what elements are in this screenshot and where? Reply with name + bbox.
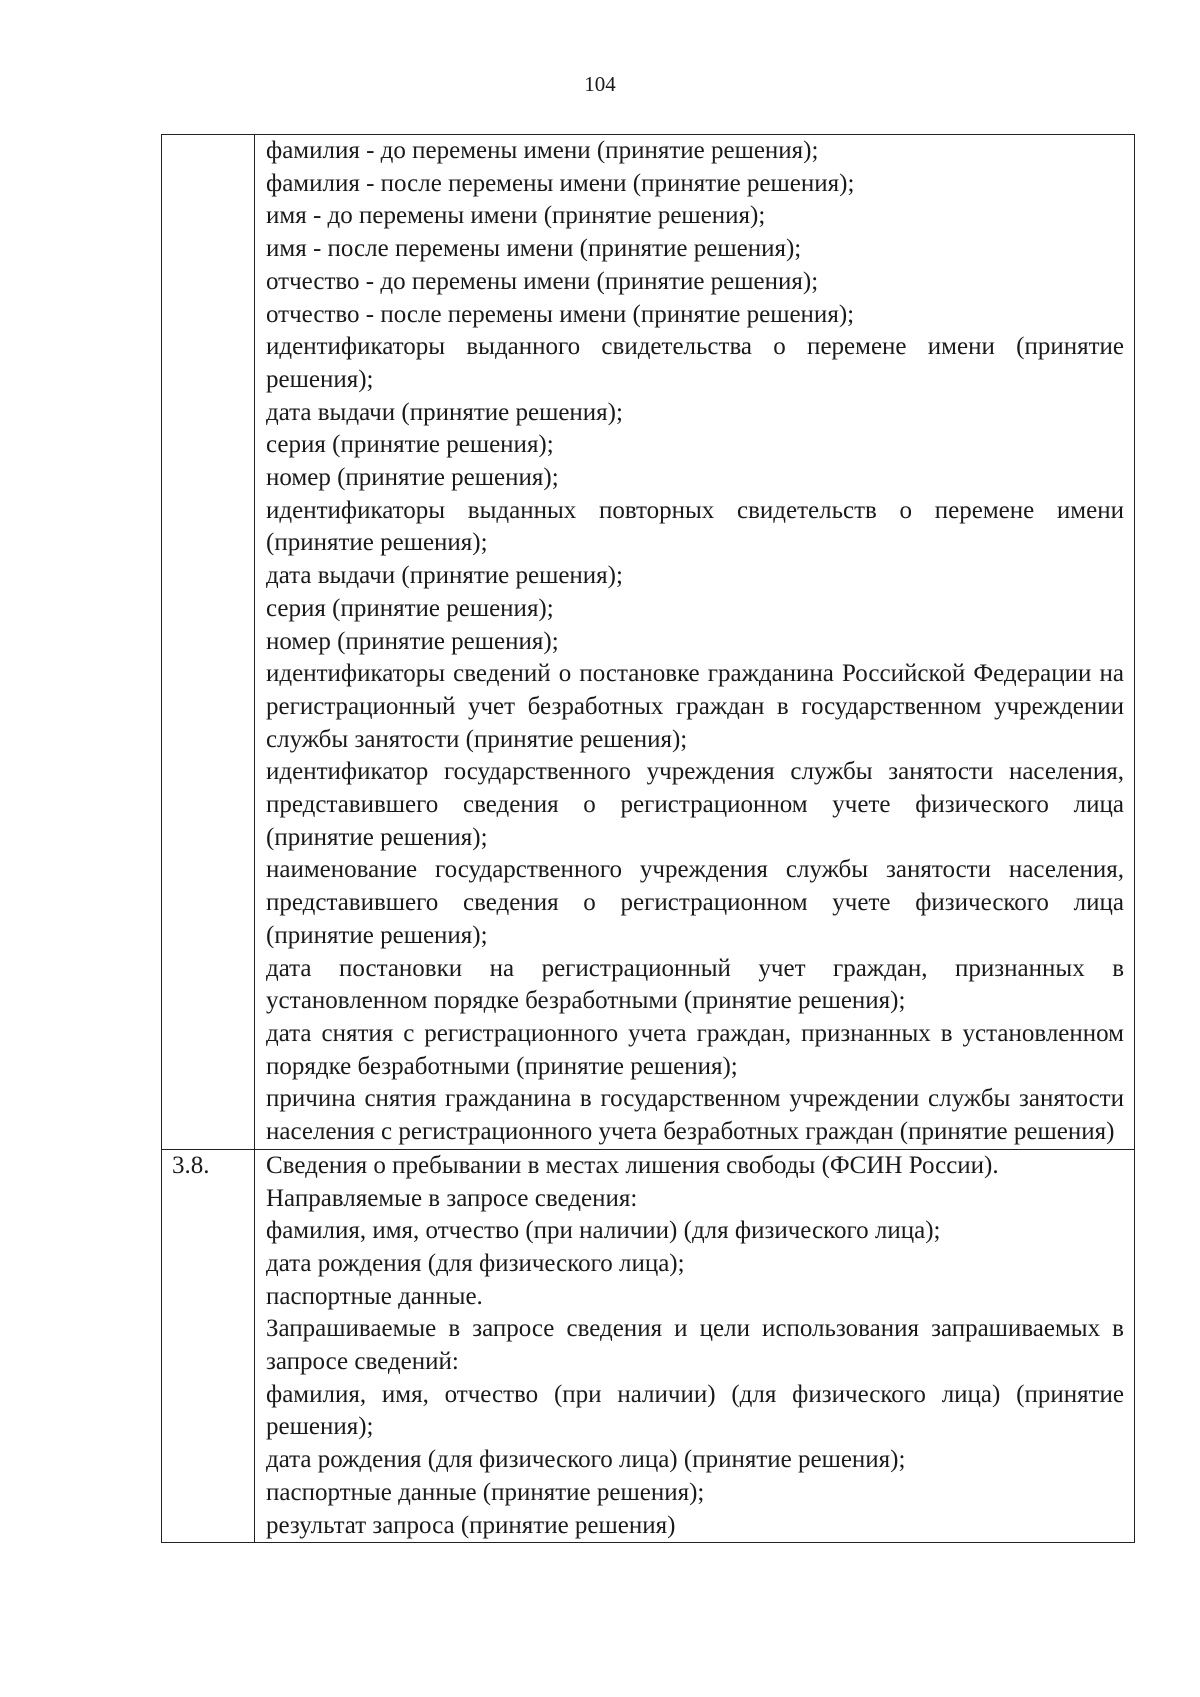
list-item: дата рождения (для физического лица); — [266, 1249, 685, 1277]
list-item: отчество - до перемены имени (принятие решения); — [266, 267, 819, 295]
list-item: дата выдачи (принятие решения); — [266, 398, 623, 426]
list-item: паспортные данные. — [266, 1282, 483, 1310]
list-item: результат запроса (принятие решения) — [266, 1511, 676, 1539]
list-item: дата выдачи (принятие решения); — [266, 562, 623, 590]
requirements-table — [161, 134, 1135, 1543]
list-item: Направляемые в запросе сведения: — [266, 1184, 638, 1212]
list-item: Запрашиваемые в запросе сведения и цели использования запрашиваемых в запросе сведений: — [266, 1315, 1124, 1376]
list-item: наименование государственного учреждения службы занятости населения, представившего сведения о регистрационном учете физического лица (принятие решения); — [266, 856, 1124, 949]
row-content-cell — [255, 1149, 1135, 1542]
list-item: причина снятия гражданина в государственном учреждении службы занятости населения с регистрационного учета безработных граждан (принятие решения) — [266, 1085, 1124, 1146]
list-item: дата рождения (для физического лица) (принятие решения); — [266, 1446, 906, 1474]
list-item: фамилия - до перемены имени (принятие решения); — [266, 137, 819, 164]
list-item: идентификаторы выданных повторных свидетельств о перемене имени (принятие решения); — [266, 496, 1124, 557]
list-item: идентификаторы выданного свидетельства о перемене имени (принятие решения); — [266, 333, 1124, 393]
list-item: фамилия, имя, отчество (при наличии) (для физического лица); — [266, 1217, 941, 1245]
list-item: номер (принятие решения); — [266, 627, 559, 655]
table-row — [162, 1149, 1135, 1542]
row-content-cell — [255, 135, 1135, 1150]
table-row — [162, 135, 1135, 1150]
list-item: идентификаторы сведений о постановке гражданина Российской Федерации на регистрационный учет безработных граждан в государственном учреждении службы занятости (принятие решения); — [266, 660, 1124, 753]
list-item: дата снятия с регистрационного учета граждан, признанных в установленном порядке безработными (принятие решения); — [266, 1019, 1124, 1080]
row-number-cell — [162, 135, 255, 1150]
list-item: номер (принятие решения); — [266, 464, 559, 492]
list-item: дата постановки на регистрационный учет граждан, признанных в установленном порядке безработными (принятие решения); — [266, 954, 1124, 1015]
page-number: 104 — [584, 72, 616, 96]
list-item: паспортные данные (принятие решения); — [266, 1478, 705, 1506]
list-item: серия (принятие решения); — [266, 431, 554, 459]
list-item: фамилия - после перемены имени (принятие решения); — [266, 169, 855, 197]
row-number-cell: 3.8. — [162, 1149, 255, 1542]
list-item: фамилия, имя, отчество (при наличии) (для физического лица) (принятие решения); — [266, 1380, 1124, 1441]
list-item: имя - после перемены имени (принятие решения); — [266, 235, 802, 263]
list-item: Сведения о пребывании в местах лишения свободы (ФСИН России). — [266, 1151, 999, 1179]
list-item: серия (принятие решения); — [266, 594, 554, 622]
list-item: имя - до перемены имени (принятие решения); — [266, 202, 766, 230]
list-item: отчество - после перемены имени (принятие решения); — [266, 300, 855, 328]
list-item: идентификатор государственного учреждения службы занятости населения, представившего сведения о регистрационном учете физического лица (принятие решения); — [266, 758, 1124, 851]
